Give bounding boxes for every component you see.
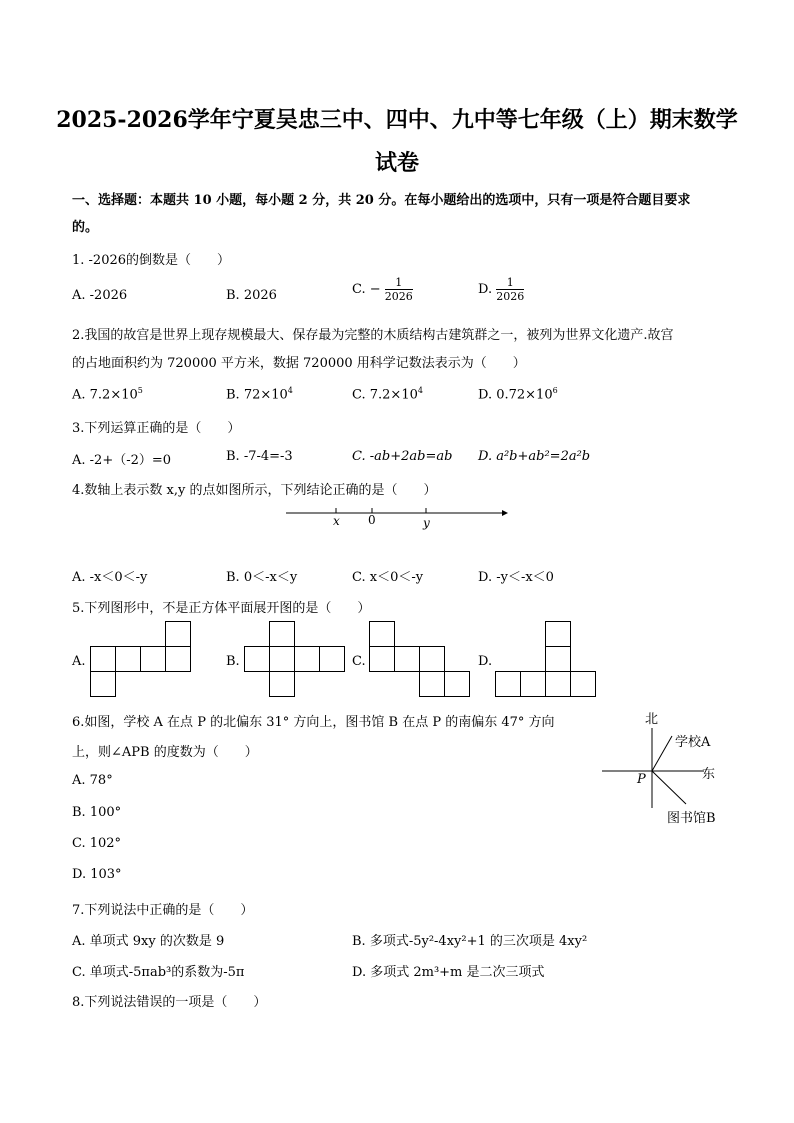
- q4-option-b: B. 0＜-x＜y: [226, 570, 298, 585]
- q1-option-c-numerator: 1: [385, 276, 413, 290]
- q4-option-c: C. x＜0＜-y: [352, 570, 424, 585]
- q3-option-c: C. -ab+2ab=ab: [352, 449, 453, 464]
- q5-net-d: [495, 620, 599, 698]
- q1-option-c-fraction: [385, 276, 413, 303]
- q1-stem: 1. -2026的倒数是（ ）: [72, 253, 231, 268]
- q5-net-c: [369, 620, 473, 698]
- number-line-label-y: y: [423, 516, 430, 530]
- q5-option-c-label: C.: [352, 654, 366, 669]
- q5-option-a-label: A.: [72, 654, 86, 669]
- q6-stem-line1: 6.如图，学校 A 在点 P 的北偏东 31° 方向上，图书馆 B 在点 P 的南偏东 47° 方向: [72, 715, 555, 730]
- q1-option-c-prefix: C. −: [352, 282, 381, 297]
- q1-option-c-denominator: 2026: [384, 290, 413, 303]
- q1-option-d: [478, 276, 524, 303]
- q5-net-b: [244, 620, 348, 698]
- number-line-label-zero: 0: [368, 513, 376, 527]
- q6-option-d: D. 103°: [72, 867, 122, 882]
- q6-option-c: C. 102°: [72, 836, 122, 851]
- q1-option-a: A. -2026: [72, 288, 128, 303]
- q4-option-d: D. -y＜-x＜0: [478, 570, 554, 585]
- q1-option-b: B. 2026: [226, 288, 277, 303]
- q2-stem-line1: 2.我国的故宫是世界上现存规模最大、保存最为完整的木质结构古建筑群之一，被列为世界文化遗产.故宫: [72, 328, 674, 343]
- q1-option-d-prefix: D.: [478, 282, 493, 297]
- q2-option-b: [226, 386, 293, 402]
- section-heading-line2: 的。: [72, 220, 99, 235]
- q2-option-d: [478, 386, 558, 402]
- q2-option-a: [72, 386, 143, 402]
- q1-option-d-fraction: [496, 276, 524, 303]
- q1-option-d-numerator: 1: [496, 276, 524, 290]
- q5-option-d-label: D.: [478, 654, 493, 669]
- q4-stem: 4.数轴上表示数 x,y 的点如图所示，下列结论正确的是（ ）: [72, 483, 437, 498]
- q6-option-a: A. 78°: [72, 773, 113, 788]
- q7-option-a: A. 单项式 9xy 的次数是 9: [72, 934, 225, 949]
- number-line-label-x: x: [333, 514, 340, 528]
- q2-option-d-text: D. 0.72×10: [478, 387, 553, 403]
- q5-stem: 5.下列图形中，不是正方体平面展开图的是（ ）: [72, 601, 371, 616]
- q2-option-c-text: C. 7.2×10: [352, 387, 418, 403]
- ray-to-library: [652, 771, 686, 804]
- q1-option-c: [352, 276, 413, 303]
- q6-stem-line2: 上，则∠APB 的度数为（ ）: [72, 745, 258, 760]
- q3-option-d: D. a²b+ab²=2a²b: [478, 449, 591, 464]
- q7-option-c: C. 单项式-5πab³的系数为-5π: [72, 965, 245, 980]
- q4-option-a: A. -x＜0＜-y: [72, 570, 148, 585]
- q3-option-a: A. -2+（-2）=0: [72, 453, 172, 468]
- paper-title-line1: 2025-2026学年宁夏吴忠三中、四中、九中等七年级（上）期末数学: [56, 107, 738, 133]
- q5-option-b-label: B.: [226, 654, 240, 669]
- fig-library-label: 图书馆B: [667, 811, 716, 826]
- q1-option-d-denominator: 2026: [496, 290, 525, 303]
- fig-east-label: 东: [702, 767, 716, 782]
- q2-option-d-exponent: 6: [552, 386, 558, 395]
- q2-option-c: [352, 386, 423, 402]
- paper-title-line2: 试卷: [374, 150, 419, 176]
- number-line-arrow: [502, 510, 508, 516]
- q3-option-b: B. -7-4=-3: [226, 449, 293, 464]
- q7-option-b: B. 多项式-5y²-4xy²+1 的三次项是 4xy²: [352, 934, 588, 949]
- q7-stem: 7.下列说法中正确的是（ ）: [72, 903, 254, 918]
- q2-option-a-exponent: 5: [137, 386, 143, 395]
- q2-option-a-text: A. 7.2×10: [72, 387, 138, 403]
- ray-to-school: [652, 736, 672, 771]
- q3-stem: 3.下列运算正确的是（ ）: [72, 421, 241, 436]
- q6-option-b: B. 100°: [72, 805, 122, 820]
- number-line-figure: [286, 503, 510, 529]
- q2-stem-line2: 的占地面积约为 720000 平方米，数据 720000 用科学记数法表示为（ ）: [72, 356, 526, 371]
- q2-option-c-exponent: 4: [417, 386, 423, 395]
- section-heading-line1: 一、选择题：本题共 10 小题，每小题 2 分，共 20 分。在每小题给出的选项中，只有一项是符合题目要求: [72, 193, 691, 208]
- fig-school-label: 学校A: [675, 735, 711, 750]
- fig-north-label: 北: [645, 712, 659, 727]
- q7-option-d: D. 多项式 2m³+m 是二次三项式: [352, 965, 545, 980]
- q8-stem: 8.下列说法错误的一项是（ ）: [72, 995, 267, 1010]
- q2-option-b-text: B. 72×10: [226, 387, 288, 403]
- q5-net-a: [90, 620, 194, 698]
- q2-option-b-exponent: 4: [287, 386, 293, 395]
- fig-point-p-label: P: [637, 772, 646, 787]
